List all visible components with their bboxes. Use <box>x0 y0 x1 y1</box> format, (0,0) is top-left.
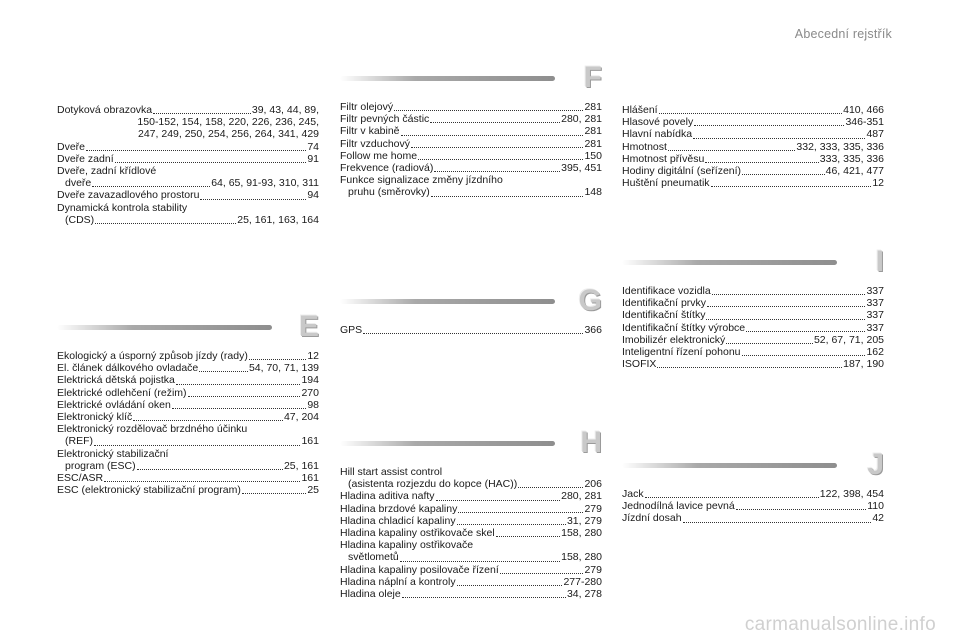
index-entry-label: Hladina aditiva nafty <box>340 490 435 503</box>
index-entry <box>57 362 319 374</box>
section-header-j <box>622 450 884 480</box>
index-entry-label: Filtr pevných částic <box>340 113 430 126</box>
index-entry <box>340 527 602 539</box>
index-entry <box>57 153 319 165</box>
index-entry-pages: 25, 161, 163, 164 <box>237 213 319 226</box>
dot-leader <box>694 124 844 126</box>
index-entry-pages: 206 <box>584 478 602 491</box>
index-entry-pages: 333, 335, 336 <box>819 152 884 165</box>
index-entry-pages: 279 <box>584 563 602 576</box>
index-entry <box>622 322 884 334</box>
index-entry <box>622 358 884 370</box>
index-entry <box>622 116 884 128</box>
dot-leader <box>402 596 566 598</box>
index-entry <box>340 478 602 490</box>
index-entry-label: program (ESC) <box>65 459 136 472</box>
index-entry <box>340 138 602 150</box>
index-entry-label: (CDS) <box>65 213 95 226</box>
index-entry-pages: 337 <box>866 321 884 334</box>
index-entry-pages: 366 <box>584 324 602 336</box>
index-entry-label: El. článek dálkového ovladače <box>57 362 199 375</box>
index-entry-label: Elektrické odlehčení (režim) <box>57 386 187 399</box>
index-entry <box>340 150 602 162</box>
index-entry-pages: 337 <box>866 297 884 310</box>
index-entry-label: Elektrická dětská pojistka <box>57 374 175 387</box>
index-entry <box>57 435 319 447</box>
index-entry-label: Follow me home <box>340 149 418 162</box>
index-entry-label: Jack <box>622 488 644 500</box>
index-entry-label: Identifikace vozidla <box>622 285 711 297</box>
index-entry-pages: 277-280 <box>563 575 602 588</box>
index-entry <box>57 399 319 411</box>
page-header-title: Abecední rejstřík <box>794 27 892 41</box>
dot-leader <box>200 198 306 200</box>
section-divider-bar <box>340 76 555 81</box>
dot-leader <box>436 499 561 501</box>
index-section-i <box>622 247 884 370</box>
dot-leader <box>657 366 842 368</box>
index-entry <box>622 309 884 321</box>
dot-leader <box>496 535 560 537</box>
index-entry-pages: 150 <box>584 149 602 162</box>
index-entry-label: dveře <box>65 177 92 190</box>
dot-leader <box>394 109 583 111</box>
index-entry <box>622 285 884 297</box>
index-entry-label: Elektrické ovládání oken <box>57 398 171 411</box>
index-entry-pages: 281 <box>584 101 602 113</box>
index-entry-label: Dveře <box>57 140 86 153</box>
index-entry-label: Jízdní dosah <box>622 512 682 525</box>
dot-leader <box>500 572 584 574</box>
dot-leader <box>133 419 283 421</box>
section-header-f <box>340 63 602 93</box>
index-entry-pages: 270 <box>301 386 319 399</box>
entry-list-j <box>622 488 884 525</box>
index-entry <box>340 588 602 600</box>
index-entry <box>57 411 319 423</box>
dot-leader <box>693 137 865 139</box>
index-entry <box>340 125 602 137</box>
index-entry-pages: 54, 70, 71, 139 <box>248 362 319 375</box>
index-entry-label: Filtr vzduchový <box>340 137 411 150</box>
index-section-h <box>340 428 602 600</box>
index-entry-label: Hlasové povely <box>622 116 694 129</box>
index-entry <box>622 346 884 358</box>
dot-leader <box>746 330 865 332</box>
entry-list-f <box>340 101 602 199</box>
index-entry-label: Hlavní nabídka <box>622 128 693 141</box>
dot-leader <box>434 170 560 172</box>
index-entry-label: Hmotnost přívěsu <box>622 152 705 165</box>
index-entry-label: Dveře zadní <box>57 152 114 165</box>
index-section-h-continued <box>622 104 884 189</box>
index-entry <box>340 503 602 515</box>
section-header-e <box>57 312 319 342</box>
index-entry <box>340 162 602 174</box>
index-entry-pages-continued: 247, 249, 250, 254, 256, 264, 341, 429 <box>138 128 319 141</box>
dot-leader <box>199 370 248 372</box>
dot-leader <box>249 358 306 360</box>
section-header-g <box>340 286 602 316</box>
section-divider-bar <box>57 325 272 330</box>
index-entry <box>340 490 602 502</box>
dot-leader <box>95 222 236 224</box>
index-entry-pages: 91 <box>307 152 319 165</box>
index-entry-pages: 158, 280 <box>561 527 602 540</box>
index-entry-pages: 281 <box>584 125 602 138</box>
entry-list-e <box>57 350 319 496</box>
index-entry-pages: 98 <box>307 398 319 411</box>
index-entry-pages: 122, 398, 454 <box>819 488 884 500</box>
index-entry-pages: 194 <box>301 374 319 387</box>
index-entry-pages: 279 <box>584 502 602 515</box>
dot-leader <box>457 523 566 525</box>
entry-list-i <box>622 285 884 370</box>
dot-leader <box>363 332 583 334</box>
index-entry-heading: Funkce signalizace změny jízdního <box>340 174 503 187</box>
index-entry-pages: 161 <box>301 472 319 485</box>
dot-leader <box>153 112 251 114</box>
index-entry-label: Hladina kapaliny ostřikovače skel <box>340 527 495 540</box>
index-entry-label: Hladina brzdové kapaliny <box>340 502 458 515</box>
dot-leader <box>742 354 866 356</box>
index-entry-pages: 12 <box>872 177 884 190</box>
index-entry-label: ESC/ASR <box>57 472 104 485</box>
index-entry-pages: 64, 65, 91-93, 310, 311 <box>211 177 319 190</box>
dot-leader <box>430 121 560 123</box>
index-entry-label: Hladina oleje <box>340 588 401 601</box>
index-entry <box>57 189 319 201</box>
index-entry <box>340 186 602 198</box>
index-entry-label: Elektronický klíč <box>57 411 133 424</box>
index-entry-pages: 52, 67, 71, 205 <box>813 333 884 346</box>
section-divider-bar <box>622 463 837 468</box>
dot-leader <box>411 146 583 148</box>
index-entry-label: Filtr v kabině <box>340 125 400 138</box>
index-entry <box>57 387 319 399</box>
index-entry <box>622 500 884 512</box>
index-entry-label: Jednodílná lavice pevná <box>622 500 735 513</box>
dot-leader <box>188 395 301 397</box>
dot-leader <box>431 195 584 197</box>
dot-leader <box>94 444 300 446</box>
dot-leader <box>172 407 306 409</box>
dot-leader <box>736 508 867 510</box>
index-entry-label: Dotyková obrazovka <box>57 104 153 116</box>
index-entry-label: Frekvence (radiová) <box>340 162 434 175</box>
index-entry-pages: 161 <box>301 435 319 448</box>
dot-leader <box>712 293 866 295</box>
index-entry <box>622 104 884 116</box>
section-divider-bar <box>622 260 837 265</box>
index-entry-pages: 74 <box>307 140 319 153</box>
dot-leader <box>659 112 843 114</box>
dot-leader <box>707 305 865 307</box>
index-entry <box>622 177 884 189</box>
index-entry-label: Huštění pneumatik <box>622 177 710 190</box>
index-entry <box>340 515 602 527</box>
section-letter-g: G <box>578 284 602 317</box>
index-entry-label: Imobilizér elektronický <box>622 333 726 346</box>
index-entry-pages: 187, 190 <box>843 358 884 371</box>
watermark-text: carmanualsonline.info <box>744 614 936 635</box>
index-entry-label: Dveře zavazadlového prostoru <box>57 189 200 202</box>
dot-leader <box>92 185 210 187</box>
index-entry-label: Ekologický a úsporný způsob jízdy (rady) <box>57 350 248 362</box>
dot-leader <box>711 185 872 187</box>
index-entry <box>622 128 884 140</box>
index-entry-label: ESC (elektronický stabilizační program) <box>57 484 241 497</box>
entry-list-d <box>57 104 319 226</box>
index-entry-pages: 410, 466 <box>843 104 884 116</box>
index-entry-label: Inteligentní řízení pohonu <box>622 346 741 359</box>
index-entry <box>622 153 884 165</box>
index-entry <box>340 113 602 125</box>
index-entry <box>57 374 319 386</box>
index-entry-label: GPS <box>340 324 363 336</box>
index-entry <box>340 551 602 563</box>
index-entry <box>622 141 884 153</box>
entry-list-g <box>340 324 602 336</box>
index-section-f <box>340 63 602 199</box>
index-section-d <box>57 104 319 226</box>
index-entry-label: Identifikační štítky <box>622 309 706 322</box>
index-entry <box>57 350 319 362</box>
index-entry-pages: 47, 204 <box>283 411 319 424</box>
index-entry-pages: 487 <box>866 128 884 141</box>
index-entry-label: Hodiny digitální (seřízení) <box>622 165 742 178</box>
index-entry <box>340 564 602 576</box>
index-entry-label: Identifikační štítky výrobce <box>622 321 746 334</box>
index-entry-pages-continued: 150-152, 154, 158, 220, 226, 236, 245, <box>137 116 319 129</box>
section-header-h <box>340 428 602 458</box>
index-entry <box>57 460 319 472</box>
index-entry-pages: 337 <box>866 285 884 297</box>
index-entry-heading: Hill start assist control <box>340 466 443 478</box>
index-entry-label: Hlášení <box>622 104 658 116</box>
index-entry-heading: Elektronický rozdělovač brzdného účinku <box>57 423 248 436</box>
entry-list-h-continued <box>622 104 884 189</box>
index-entry-label: Filtr olejový <box>340 101 394 113</box>
index-entry <box>622 488 884 500</box>
index-entry-pages: 281 <box>584 137 602 150</box>
index-entry <box>340 324 602 336</box>
index-entry-pages: 39, 43, 44, 89, <box>251 104 319 116</box>
index-entry-label: ISOFIX <box>622 358 657 371</box>
dot-leader <box>115 161 307 163</box>
index-entry-pages: 162 <box>866 346 884 359</box>
section-divider-bar <box>340 299 555 304</box>
index-entry-pages: 395, 451 <box>561 162 602 175</box>
index-section-g <box>340 286 602 336</box>
section-letter-j: J <box>867 448 884 481</box>
index-entry-pages: 346-351 <box>845 116 884 129</box>
dot-leader <box>86 149 306 151</box>
index-entry-label: Hmotnost <box>622 140 667 153</box>
index-entry-label: Hladina náplní a kontroly <box>340 575 456 588</box>
dot-leader <box>400 560 560 562</box>
section-letter-i: I <box>875 245 884 278</box>
dot-leader <box>137 468 283 470</box>
index-entry-pages: 25 <box>307 484 319 497</box>
index-entry-pages: 31, 279 <box>566 514 602 527</box>
dot-leader <box>457 584 563 586</box>
index-entry <box>57 104 319 116</box>
dot-leader <box>705 161 818 163</box>
index-entry-pages: 158, 280 <box>561 551 602 564</box>
index-entry-pages: 25, 161 <box>283 459 319 472</box>
index-entry <box>622 165 884 177</box>
section-letter-f: F <box>583 61 602 94</box>
index-entry-label: světlometů <box>348 551 399 564</box>
dot-leader <box>683 521 872 523</box>
index-entry-pages: 42 <box>872 512 884 525</box>
index-section-j <box>622 450 884 525</box>
index-entry-pages: 148 <box>584 186 602 199</box>
index-entry <box>57 214 319 226</box>
dot-leader <box>242 492 307 494</box>
index-entry <box>622 297 884 309</box>
dot-leader <box>458 511 583 513</box>
index-entry-pages: 12 <box>307 350 319 362</box>
index-entry-pages: 280, 281 <box>561 113 602 126</box>
index-entry-label: Hladina chladicí kapaliny <box>340 514 456 527</box>
index-entry-pages: 34, 278 <box>566 588 602 601</box>
index-entry <box>340 101 602 113</box>
index-entry <box>57 472 319 484</box>
index-entry-heading: Dynamická kontrola stability <box>57 201 188 214</box>
index-entry-label: pruhu (směrovky) <box>348 186 430 199</box>
index-entry-label: Hladina kapaliny posilovače řízení <box>340 563 499 576</box>
section-letter-h: H <box>580 426 602 459</box>
section-divider-bar <box>340 441 555 446</box>
index-entry <box>340 576 602 588</box>
dot-leader <box>418 158 583 160</box>
index-entry <box>622 334 884 346</box>
index-entry-label: Identifikační prvky <box>622 297 707 310</box>
dot-leader <box>668 149 795 151</box>
dot-leader <box>726 342 813 344</box>
dot-leader <box>518 486 583 488</box>
section-header-i <box>622 247 884 277</box>
index-entry-label: (REF) <box>65 435 93 448</box>
dot-leader <box>176 383 301 385</box>
index-entry-heading: Dveře, zadní křídlové <box>57 165 157 178</box>
index-entry-pages: 110 <box>867 500 884 513</box>
index-entry-heading: Hladina kapaliny ostřikovače <box>340 539 474 552</box>
index-entry <box>622 512 884 524</box>
section-letter-e: E <box>298 310 319 343</box>
index-entry-pages: 332, 333, 335, 336 <box>796 140 884 153</box>
index-entry <box>57 177 319 189</box>
dot-leader <box>104 480 300 482</box>
index-entry-pages: 94 <box>307 189 319 202</box>
index-entry <box>57 484 319 496</box>
index-entry-heading: Elektronický stabilizační <box>57 447 169 460</box>
entry-list-h <box>340 466 602 600</box>
dot-leader <box>401 134 584 136</box>
index-entry-pages: 337 <box>866 309 884 322</box>
dot-leader <box>742 173 825 175</box>
index-entry-label: (asistenta rozjezdu do kopce (HAC)) <box>348 478 518 491</box>
index-entry <box>57 141 319 153</box>
dot-leader <box>706 318 865 320</box>
index-entry-pages: 280, 281 <box>561 490 602 503</box>
index-section-e <box>57 312 319 496</box>
index-entry-pages: 46, 421, 477 <box>825 165 884 178</box>
dot-leader <box>645 496 819 498</box>
